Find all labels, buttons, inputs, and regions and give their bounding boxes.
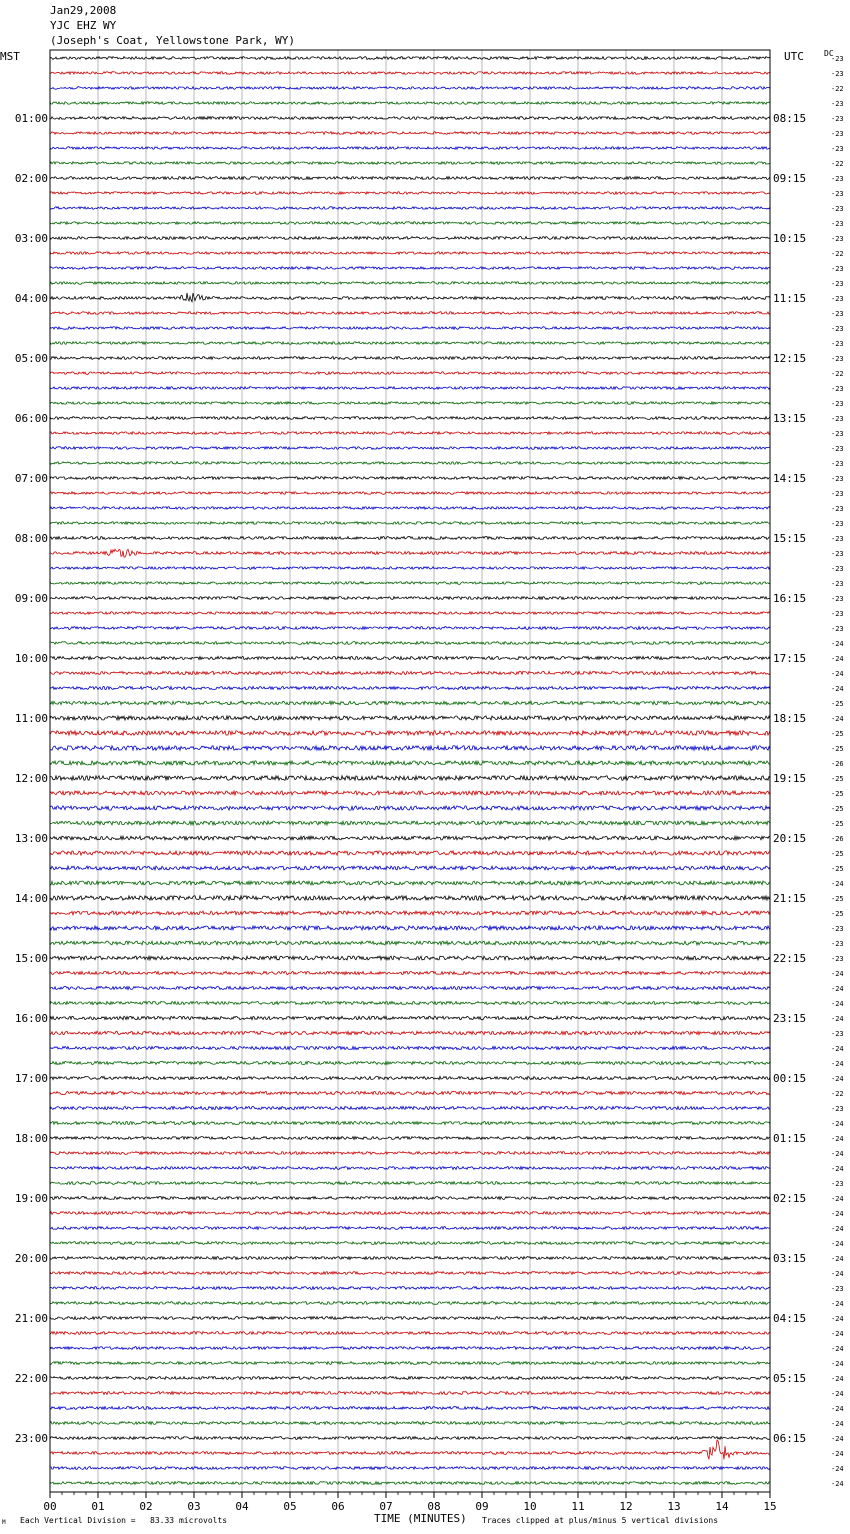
seismic-trace: [50, 567, 770, 570]
dc-offset-value: -23: [831, 955, 844, 963]
left-hour-label: 15:00: [14, 952, 48, 965]
left-hour-label: 09:00: [14, 592, 48, 605]
left-hour-label: 16:00: [14, 1012, 48, 1025]
x-tick-label: 13: [667, 1500, 681, 1513]
right-hour-label: 21:15: [773, 892, 807, 905]
dc-offset-header: DC: [824, 49, 834, 58]
x-tick-label: 04: [235, 1500, 249, 1513]
dc-offset-value: -23: [831, 400, 844, 408]
dc-offset-value: -23: [831, 460, 844, 468]
dc-offset-value: -24: [831, 970, 844, 978]
seismic-trace: [50, 357, 770, 360]
left-hour-label: 19:00: [14, 1192, 48, 1205]
dc-offset-value: -24: [831, 1000, 844, 1008]
dc-offset-value: -26: [831, 835, 844, 843]
seismic-trace: [50, 1152, 770, 1155]
seismic-trace: [50, 492, 770, 495]
seismic-trace: [50, 207, 770, 210]
seismic-trace: [50, 1031, 770, 1035]
seismic-trace: [50, 1437, 770, 1440]
dc-offset-value: -23: [831, 580, 844, 588]
seismic-trace: [50, 162, 770, 165]
seismic-trace: [50, 102, 770, 105]
dc-offset-value: -23: [831, 1180, 844, 1188]
seismic-trace: [50, 656, 770, 659]
seismic-trace: [50, 911, 770, 915]
dc-offset-value: -24: [831, 1360, 844, 1368]
right-hour-label: 10:15: [773, 232, 807, 245]
seismic-trace: [50, 791, 770, 795]
seismic-trace: [50, 1467, 770, 1470]
seismic-trace: [50, 1001, 770, 1004]
right-hour-label: 01:15: [773, 1132, 807, 1145]
x-axis-title: TIME (MINUTES): [374, 1512, 467, 1525]
dc-offset-value: -23: [831, 385, 844, 393]
seismic-trace: [50, 1182, 770, 1185]
dc-offset-value: -24: [831, 1045, 844, 1053]
left-hour-label: 11:00: [14, 712, 48, 725]
seismic-trace: [50, 1121, 770, 1124]
dc-offset-value: -24: [831, 1345, 844, 1353]
right-hour-label: 19:15: [773, 772, 807, 785]
dc-offset-value: -24: [831, 1270, 844, 1278]
dc-offset-value: -22: [831, 1090, 844, 1098]
right-hour-label: 08:15: [773, 112, 807, 125]
dc-offset-value: -25: [831, 895, 844, 903]
right-hour-label: 00:15: [773, 1072, 807, 1085]
seismic-trace: [50, 222, 770, 225]
seismic-trace: [50, 507, 770, 510]
dc-offset-value: -23: [831, 430, 844, 438]
dc-offset-value: -22: [831, 370, 844, 378]
dc-offset-value: -23: [831, 475, 844, 483]
dc-offset-value: -24: [831, 640, 844, 648]
seismic-trace: [50, 642, 770, 645]
dc-offset-value: -24: [831, 1465, 844, 1473]
seismic-trace: [50, 582, 770, 585]
seismic-trace: [50, 1046, 770, 1049]
dc-offset-value: -23: [831, 190, 844, 198]
dc-offset-value: -24: [831, 1240, 844, 1248]
dc-offset-value: -24: [831, 1225, 844, 1233]
plot-frame: [50, 50, 770, 1492]
seismic-trace: [50, 866, 770, 870]
dc-offset-value: -23: [831, 940, 844, 948]
dc-offset-value: -24: [831, 1480, 844, 1488]
station-location: (Joseph's Coat, Yellowstone Park, WY): [50, 34, 296, 47]
seismic-trace: [50, 432, 770, 435]
seismic-trace: [50, 1440, 770, 1459]
seismic-trace: [50, 402, 770, 405]
seismic-trace: [50, 87, 770, 90]
dc-offset-value: -23: [831, 70, 844, 78]
right-hour-label: 03:15: [773, 1252, 807, 1265]
dc-offset-value: -25: [831, 700, 844, 708]
dc-offset-value: -25: [831, 865, 844, 873]
right-hour-label: 05:15: [773, 1372, 807, 1385]
dc-offset-value: -24: [831, 1300, 844, 1308]
dc-offset-value: -24: [831, 1195, 844, 1203]
right-hour-label: 09:15: [773, 172, 807, 185]
dc-offset-value: -24: [831, 1390, 844, 1398]
seismic-trace: [50, 746, 770, 750]
seismic-trace: [50, 926, 770, 930]
right-hour-label: 12:15: [773, 352, 807, 365]
dc-offset-value: -23: [831, 355, 844, 363]
left-hour-label: 01:00: [14, 112, 48, 125]
dc-offset-value: -23: [831, 295, 844, 303]
seismic-trace: [50, 293, 770, 302]
right-hour-label: 14:15: [773, 472, 807, 485]
x-tick-label: 06: [331, 1500, 345, 1513]
seismic-trace: [50, 1257, 770, 1260]
seismic-trace: [50, 387, 770, 390]
seismic-trace: [50, 896, 770, 900]
x-tick-label: 15: [763, 1500, 777, 1513]
dc-offset-value: -26: [831, 760, 844, 768]
left-hour-label: 02:00: [14, 172, 48, 185]
seismic-trace: [50, 1377, 770, 1380]
seismic-trace: [50, 761, 770, 765]
dc-offset-value: -23: [831, 490, 844, 498]
right-hour-label: 02:15: [773, 1192, 807, 1205]
seismic-trace: [50, 881, 770, 885]
dc-offset-value: -25: [831, 820, 844, 828]
left-hour-label: 22:00: [14, 1372, 48, 1385]
corner-mark: M: [2, 1519, 6, 1526]
dc-offset-value: -23: [831, 100, 844, 108]
right-hour-label: 15:15: [773, 532, 807, 545]
dc-offset-value: -25: [831, 775, 844, 783]
seismic-trace: [50, 1106, 770, 1109]
x-tick-label: 11: [571, 1500, 585, 1513]
right-hour-label: 06:15: [773, 1432, 807, 1445]
left-hour-label: 23:00: [14, 1432, 48, 1445]
plot-date: Jan29,2008: [50, 4, 117, 17]
dc-offset-value: -23: [831, 280, 844, 288]
dc-offset-value: -23: [831, 550, 844, 558]
dc-offset-value: -24: [831, 1435, 844, 1443]
seismic-trace: [50, 1482, 770, 1485]
seismic-trace: [50, 1287, 770, 1290]
seismic-trace: [50, 1197, 770, 1200]
x-tick-label: 02: [139, 1500, 153, 1513]
left-hour-label: 03:00: [14, 232, 48, 245]
seismic-trace: [50, 941, 770, 945]
dc-offset-value: -23: [831, 535, 844, 543]
dc-offset-value: -25: [831, 730, 844, 738]
seismic-trace: [50, 372, 770, 375]
seismic-trace: [50, 1407, 770, 1410]
station-code: YJC EHZ WY: [50, 19, 117, 32]
seismic-trace: [50, 447, 770, 450]
seismic-trace: [50, 57, 770, 60]
seismic-trace: [50, 282, 770, 285]
dc-offset-value: -23: [831, 175, 844, 183]
dc-offset-value: -23: [831, 1030, 844, 1038]
scale-note: Each Vertical Division = 83.33 microvolts: [20, 1516, 228, 1525]
left-hour-label: 08:00: [14, 532, 48, 545]
dc-offset-value: -24: [831, 1405, 844, 1413]
left-hour-label: 12:00: [14, 772, 48, 785]
dc-offset-value: -24: [831, 1075, 844, 1083]
seismic-trace: [50, 1317, 770, 1320]
dc-offset-value: -23: [831, 595, 844, 603]
dc-offset-value: -24: [831, 985, 844, 993]
seismic-trace: [50, 462, 770, 465]
seismic-trace: [50, 327, 770, 330]
dc-offset-value: -24: [831, 1450, 844, 1458]
seismic-trace: [50, 612, 770, 615]
left-hour-label: 18:00: [14, 1132, 48, 1145]
seismic-trace: [50, 237, 770, 240]
dc-offset-value: -24: [831, 1150, 844, 1158]
seismic-trace: [50, 132, 770, 135]
dc-offset-value: -24: [831, 880, 844, 888]
dc-offset-value: -23: [831, 1285, 844, 1293]
seismic-trace: [50, 1362, 770, 1365]
dc-offset-value: -23: [831, 205, 844, 213]
seismic-trace: [50, 851, 770, 855]
seismic-trace: [50, 177, 770, 180]
dc-offset-value: -24: [831, 1135, 844, 1143]
seismic-trace: [50, 342, 770, 345]
seismic-trace: [50, 1091, 770, 1094]
seismic-trace: [50, 312, 770, 315]
dc-offset-value: -24: [831, 1315, 844, 1323]
seismic-trace: [50, 1167, 770, 1170]
left-hour-label: 07:00: [14, 472, 48, 485]
seismic-trace: [50, 986, 770, 989]
dc-offset-value: -23: [831, 610, 844, 618]
seismic-trace: [50, 417, 770, 420]
dc-offset-value: -22: [831, 85, 844, 93]
seismic-trace: [50, 1302, 770, 1305]
seismic-trace: [50, 1332, 770, 1335]
right-hour-label: 04:15: [773, 1312, 807, 1325]
x-tick-label: 05: [283, 1500, 297, 1513]
plot-border: [50, 50, 770, 1492]
seismic-trace: [50, 522, 770, 525]
dc-offset-value: -24: [831, 715, 844, 723]
seismic-trace: [50, 1272, 770, 1275]
dc-offset-value: -23: [831, 415, 844, 423]
dc-offset-value: -24: [831, 1255, 844, 1263]
dc-offset-value: -24: [831, 1330, 844, 1338]
minute-grid: [98, 50, 722, 1492]
dc-offset-value: -23: [831, 565, 844, 573]
dc-offset-value: -23: [831, 115, 844, 123]
dc-offset-value: -25: [831, 850, 844, 858]
seismic-trace: [50, 671, 770, 674]
dc-offset-value: -24: [831, 1375, 844, 1383]
dc-offset-value: -24: [831, 670, 844, 678]
dc-offset-value: -24: [831, 1015, 844, 1023]
x-tick-label: 08: [427, 1500, 441, 1513]
seismic-trace: [50, 597, 770, 600]
dc-offset-value: -25: [831, 805, 844, 813]
x-tick-label: 03: [187, 1500, 201, 1513]
seismic-trace: [50, 117, 770, 120]
right-hour-label: 23:15: [773, 1012, 807, 1025]
seismic-trace: [50, 1061, 770, 1064]
right-hour-label: 22:15: [773, 952, 807, 965]
dc-offset-value: -23: [831, 55, 844, 63]
seismic-trace: [50, 549, 770, 557]
x-tick-label: 07: [379, 1500, 393, 1513]
seismic-trace: [50, 1137, 770, 1140]
dc-offset-value: -23: [831, 445, 844, 453]
x-tick-label: 01: [91, 1500, 105, 1513]
seismic-trace: [50, 192, 770, 195]
seismic-trace: [50, 1076, 770, 1079]
seismic-trace: [50, 701, 770, 705]
dc-offset-value: -23: [831, 625, 844, 633]
axis-labels: [15, 55, 844, 1513]
seismic-trace: [50, 1016, 770, 1020]
seismic-trace: [50, 1227, 770, 1230]
x-tick-label: 10: [523, 1500, 537, 1513]
dc-offset-value: -23: [831, 310, 844, 318]
seismic-trace: [50, 1212, 770, 1215]
seismic-trace: [50, 267, 770, 270]
seismic-trace: [50, 252, 770, 255]
seismic-trace: [50, 1392, 770, 1395]
seismic-trace: [50, 627, 770, 630]
dc-offset-value: -23: [831, 340, 844, 348]
dc-offset-value: -23: [831, 235, 844, 243]
left-hour-label: 10:00: [14, 652, 48, 665]
seismic-trace: [50, 836, 770, 840]
right-hour-label: 11:15: [773, 292, 807, 305]
left-hour-label: 04:00: [14, 292, 48, 305]
seismic-trace: [50, 537, 770, 540]
seismic-trace: [50, 821, 770, 825]
left-hour-label: 14:00: [14, 892, 48, 905]
left-timezone-label: MST: [0, 50, 20, 63]
dc-offset-value: -24: [831, 1060, 844, 1068]
seismic-trace: [50, 971, 770, 974]
dc-offset-value: -24: [831, 1165, 844, 1173]
dc-offset-value: -24: [831, 685, 844, 693]
seismic-trace: [50, 686, 770, 689]
dc-offset-value: -23: [831, 925, 844, 933]
dc-offset-value: -23: [831, 520, 844, 528]
seismic-trace: [50, 776, 770, 780]
seismic-trace: [50, 1347, 770, 1350]
x-tick-label: 14: [715, 1500, 729, 1513]
dc-offset-value: -22: [831, 250, 844, 258]
dc-offset-value: -23: [831, 220, 844, 228]
right-hour-label: 16:15: [773, 592, 807, 605]
dc-offset-value: -23: [831, 265, 844, 273]
dc-offset-value: -23: [831, 1105, 844, 1113]
dc-offset-value: -25: [831, 790, 844, 798]
right-hour-label: 13:15: [773, 412, 807, 425]
dc-offset-value: -24: [831, 655, 844, 663]
dc-offset-value: -23: [831, 325, 844, 333]
x-tick-label: 12: [619, 1500, 633, 1513]
seismic-trace: [50, 956, 770, 960]
dc-offset-value: -24: [831, 1420, 844, 1428]
seismic-trace: [50, 806, 770, 810]
seismic-trace: [50, 1242, 770, 1245]
seismic-trace: [50, 1422, 770, 1425]
dc-offset-value: -24: [831, 1120, 844, 1128]
dc-offset-value: -23: [831, 130, 844, 138]
seismic-traces: [50, 57, 770, 1485]
left-hour-label: 13:00: [14, 832, 48, 845]
left-hour-label: 06:00: [14, 412, 48, 425]
right-hour-label: 17:15: [773, 652, 807, 665]
right-timezone-label: UTC: [784, 50, 804, 63]
seismic-trace: [50, 72, 770, 75]
seismic-trace: [50, 147, 770, 150]
seismic-trace: [50, 731, 770, 735]
right-hour-label: 18:15: [773, 712, 807, 725]
x-tick-label: 00: [43, 1500, 57, 1513]
left-hour-label: 05:00: [14, 352, 48, 365]
left-hour-label: 20:00: [14, 1252, 48, 1265]
seismic-trace: [50, 477, 770, 480]
dc-offset-value: -24: [831, 1210, 844, 1218]
dc-offset-value: -23: [831, 145, 844, 153]
dc-offset-value: -22: [831, 160, 844, 168]
x-tick-label: 09: [475, 1500, 489, 1513]
clip-note: Traces clipped at plus/minus 5 vertical divisions: [482, 1516, 719, 1525]
dc-offset-value: -25: [831, 745, 844, 753]
seismic-trace: [50, 716, 770, 720]
left-hour-label: 21:00: [14, 1312, 48, 1325]
dc-offset-value: -23: [831, 505, 844, 513]
right-hour-label: 20:15: [773, 832, 807, 845]
dc-offset-value: -25: [831, 910, 844, 918]
left-hour-label: 17:00: [14, 1072, 48, 1085]
